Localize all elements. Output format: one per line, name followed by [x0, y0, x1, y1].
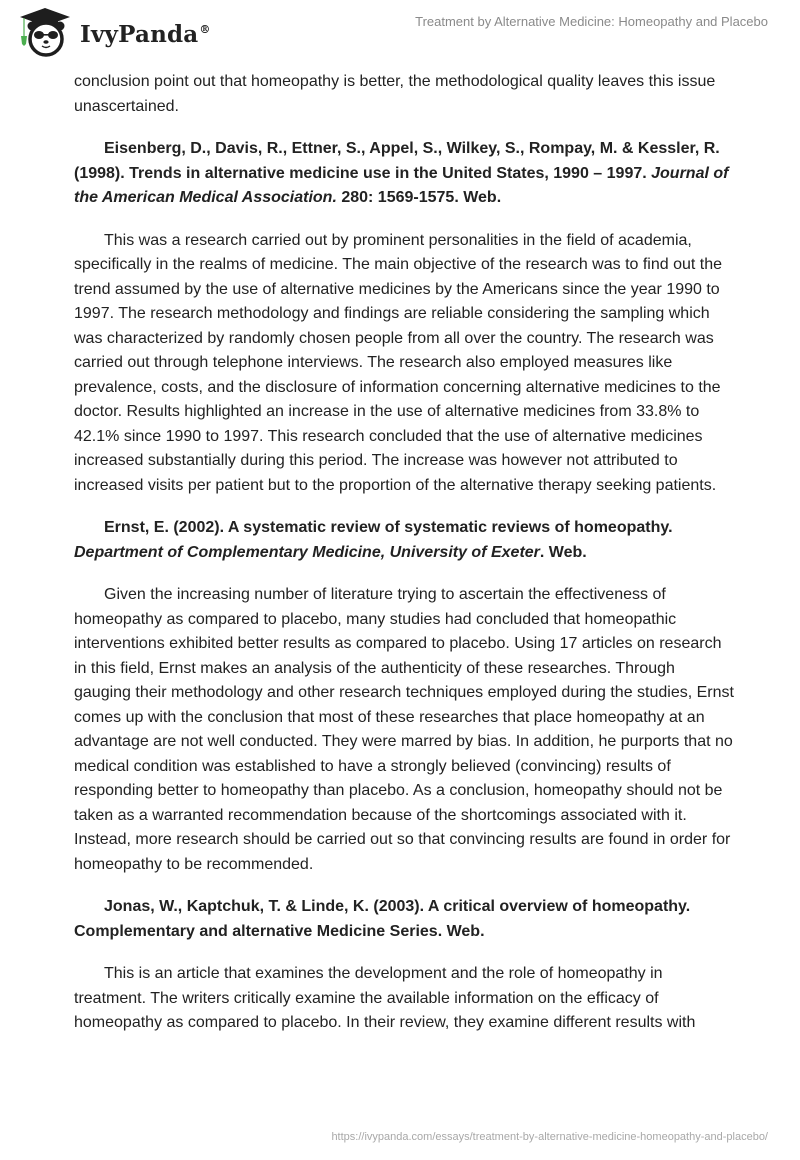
summary-jonas: This is an article that examines the development and the role of homeopathy in treatment. The writers critically examine the available information on the efficacy of homeopathy as compared to placebo. In their review, they examine different results with [74, 965, 696, 1031]
ivypanda-logo[interactable] [16, 6, 211, 58]
reference-ernst: Ernst, E. (2002). A systematic review of systematic reviews of homeopathy. Department of Complementary Medicine, University of Exeter. Web. [74, 519, 673, 561]
reference-eisenberg: Eisenberg, D., Davis, R., Ettner, S., Appel, S., Wilkey, S., Rompay, M. & Kessler, R. (1998). Trends in alternative medicine use in the United States, 1990 – 1997. Journal of the American Medical Association. 280: 1569-1575. Web. [74, 140, 729, 206]
document-title: Treatment by Alternative Medicine: Homeopathy and Placebo [415, 14, 768, 29]
continuation-paragraph: conclusion point out that homeopathy is better, the methodological quality leaves this issue unascertained. [74, 73, 716, 115]
document-body [74, 70, 734, 1036]
source-url[interactable]: https://ivypanda.com/essays/treatment-by-alternative-medicine-homeopathy-and-placebo/ [331, 1131, 768, 1143]
summary-eisenberg: This was a research carried out by prominent personalities in the field of academia, specifically in the realms of medicine. The main objective of the research was to find out the trend assumed by the use of alternative medicines by the Americans since the year 1990 to 1997. The research methodology and findings are reliable considering the sampling which was characterized by randomly chosen people from all over the country. The research was carried out through telephone interviews. The research also employed measures like prevalence, costs, and the disclosure of information concerning alternative medicines to the doctor. Results highlighted an increase in the use of alternative medicines from 33.8% to 42.1% since 1990 to 1997. This research concluded that the use of alternative medicines increased substantially during this period. The increase was however not attributed to increased visits per patient but to the proportion of the alternative therapy seeking patients. [74, 231, 723, 494]
page-header [0, 0, 800, 62]
panda-graduate-icon [16, 6, 74, 58]
brand-name: IvyPanda® [80, 20, 211, 48]
summary-ernst: Given the increasing number of literature trying to ascertain the effectiveness of homeopathy as compared to placebo, many studies had concluded that homeopathic interventions exhibited better results as compared to placebo. Using 17 articles on research in this field, Ernst makes an analysis of the authenticity of these researches. Through gauging their methodology and other research techniques employed during the studies, Ernst comes up with the conclusion that most of these researches that place homeopathy at an advantage are not well conducted. They were marred by bias. In addition, he purports that no medical condition was established to have a strongly believed (convincing) results of responding better to homeopathy than placebo. As a conclusion, homeopathy should not be taken as a warranted recommendation because of the shortcomings associated with it. Instead, more research should be carried out so that convincing results are found in order for homeopathy to be recommended. [74, 586, 734, 873]
reference-jonas: Jonas, W., Kaptchuk, T. & Linde, K. (2003). A critical overview of homeopathy. Complementary and alternative Medicine Series. Web. [74, 898, 691, 940]
